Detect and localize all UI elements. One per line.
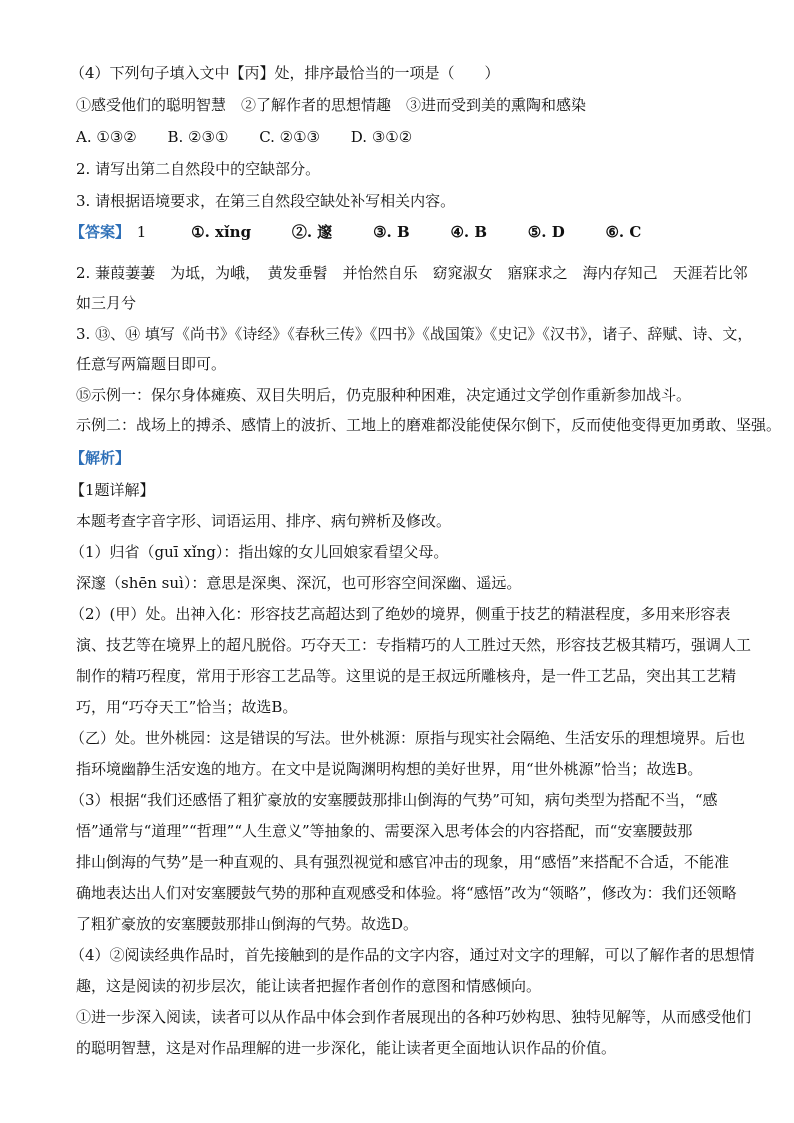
analysis-p7-line-1: ①进一步深入阅读，读者可以从作品中体会到作者展现出的各种巧妙构思、独特见解等，从而感受他们 (76, 1008, 752, 1026)
analysis-p6-line-2: 趣，这是阅读的初步层次，能让读者把握作者创作的意图和情感倾向。 (76, 977, 542, 995)
analysis-p7-line-2: 的聪明智慧，这是对作品理解的进一步深化，能让读者更全面地认识作品的价值。 (76, 1039, 617, 1057)
answer-3-line-2: 任意写两篇题目即可。 (76, 355, 227, 373)
analysis-p3-line-2: 演、技艺等在境界上的超凡脱俗。巧夺天工：专指精巧的人工胜过天然，形容技艺极其精巧，强调人工 (76, 636, 752, 654)
q4-options (76, 125, 734, 149)
analysis-p1: （1）归省（guī xǐng）：指出嫁的女儿回娘家看望父母。 (70, 543, 449, 561)
answer-item-5: ⑤. D (527, 223, 565, 241)
option-a: A. ①③② (76, 128, 137, 146)
answer-2-line-2: 如三月兮 (76, 294, 137, 312)
q4-prompt: （4）下列句子填入文中【丙】处，排序最恰当的一项是（ ） (70, 64, 500, 82)
analysis-p3-line-1: （2）(甲）处。出神入化：形容技艺高超达到了绝妙的境界，侧重于技艺的精湛程度，多用来形容表 (70, 605, 731, 623)
analysis-p5-line-1: （3）根据“我们还感悟了粗犷豪放的安塞腰鼓那排山倒海的气势”可知，病句类型为搭配不当，“感 (70, 791, 718, 809)
analysis-intro: 本题考查字音字形、词语运用、排序、病句辨析及修改。 (76, 512, 452, 530)
analysis-p2: 深邃（shēn suì）：意思是深奥、深沉，也可形容空间深幽、遥远。 (76, 574, 522, 592)
answer-3-example-1: ⑮示例一：保尔身体瘫痪、双目失明后，仍克服种种困难，决定通过文学创作重新参加战斗。 (76, 386, 692, 404)
analysis-p5-line-5: 了粗犷豪放的安塞腰鼓那排山倒海的气势。故选D。 (76, 915, 419, 933)
question-3: 3. 请根据语境要求，在第三自然段空缺处补写相关内容。 (76, 192, 456, 210)
answer-number: 1 (136, 223, 147, 241)
answer-item-4: ④. B (450, 223, 488, 241)
analysis-p4-line-1: （乙）处。世外桃园：这是错误的写法。世外桃源：原指与现实社会隔绝、生活安乐的理想境界。后也 (70, 729, 746, 747)
analysis-p5-line-2: 悟”通常与“道理”“哲理”“人生意义”等抽象的、需要深入思考体会的内容搭配，而“安塞腰鼓那 (76, 822, 693, 840)
answer-item-1: ①. xǐng (191, 223, 252, 241)
answer-3-example-2: 示例二：战场上的搏杀、感情上的波折、工地上的磨难都没能使保尔倒下，反而使他变得更加勇敢、坚强。 (76, 416, 782, 434)
answer-label: 【答案】 (70, 223, 131, 241)
option-b: B. ②③① (167, 128, 229, 146)
answer-item-6: ⑥. C (605, 223, 642, 241)
answer-item-3: ③. B (373, 223, 410, 241)
detail-label: 【1题详解】 (70, 481, 155, 499)
option-c: C. ②①③ (259, 128, 321, 146)
analysis-p3-line-3: 制作的精巧程度，常用于形容工艺品等。这里说的是王叔远所雕核舟，是一件工艺品，突出其工艺精 (76, 667, 737, 685)
answer-row (70, 220, 734, 244)
analysis-p5-line-3: 排山倒海的气势”是一种直观的、具有强烈视觉和感官冲击的现象，用“感悟”来搭配不合适，不能准 (76, 853, 730, 871)
option-d: D. ③①② (350, 128, 413, 146)
analysis-p5-line-4: 确地表达出人们对安塞腰鼓气势的那种直观感受和体验。将“感悟”改为“领略”，修改为：我们还领略 (76, 884, 737, 902)
q4-items: ①感受他们的聪明智慧 ②了解作者的思想情趣 ③进而受到美的熏陶和感染 (76, 96, 587, 114)
answer-3-line-1: 3. ⑬、⑭ 填写《尚书》《诗经》《春秋三传》《四书》《战国策》《史记》《汉书》，诸子、辞赋、诗、文， (76, 325, 753, 343)
answer-item-2: ②. 邃 (291, 223, 333, 241)
analysis-p4-line-2: 指环境幽静生活安逸的地方。在文中是说陶渊明构想的美好世界，用“世外桃源”恰当；故选B。 (76, 760, 703, 778)
analysis-label: 【解析】 (70, 449, 131, 467)
question-2: 2. 请写出第二自然段中的空缺部分。 (76, 160, 321, 178)
answer-2-line-1: 2. 蒹葭萋萋 为坻，为峨， 黄发垂髫 并怡然自乐 窈窕淑女 寤寐求之 海内存知己 天涯若比邻 (76, 264, 748, 282)
analysis-p3-line-4: 巧，用“巧夺天工”恰当；故选B。 (76, 698, 298, 716)
analysis-p6-line-1: （4）②阅读经典作品时，首先接触到的是作品的文字内容，通过对文字的理解，可以了解作者的思想情 (70, 946, 755, 964)
